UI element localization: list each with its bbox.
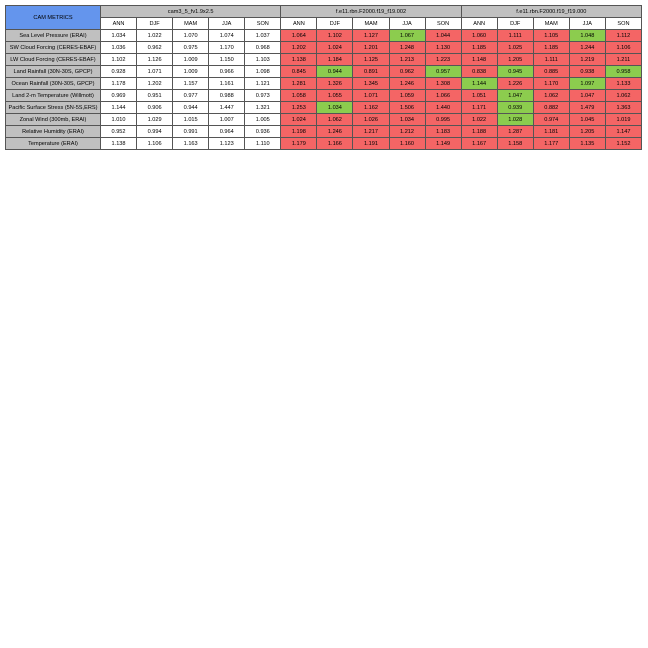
metric-value-cell: 1.184 <box>317 54 353 66</box>
metric-value-cell: 1.440 <box>425 102 461 114</box>
metric-value-cell: 0.945 <box>497 66 533 78</box>
metric-value-cell: 0.938 <box>569 66 605 78</box>
metric-value-cell: 1.479 <box>569 102 605 114</box>
metric-value-cell: 1.150 <box>209 54 245 66</box>
metric-value-cell: 1.005 <box>245 114 281 126</box>
metric-value-cell: 1.064 <box>281 30 317 42</box>
season-header-mam: MAM <box>533 18 569 30</box>
metric-value-cell: 0.944 <box>173 102 209 114</box>
metric-value-cell: 1.321 <box>245 102 281 114</box>
metric-value-cell: 0.952 <box>101 126 137 138</box>
metric-value-cell: 1.037 <box>245 30 281 42</box>
metric-value-cell: 1.010 <box>101 114 137 126</box>
metric-value-cell: 0.962 <box>137 42 173 54</box>
metric-value-cell: 0.969 <box>101 90 137 102</box>
season-header-row <box>6 18 642 30</box>
metric-value-cell: 1.022 <box>461 114 497 126</box>
case-header-1: cam3_5_fv1.9x2.5 <box>101 6 281 18</box>
season-header-ann: ANN <box>101 18 137 30</box>
metric-label: Ocean Rainfall (30N-30S, GPCP) <box>6 78 101 90</box>
metric-value-cell: 1.248 <box>389 42 425 54</box>
metric-value-cell: 1.048 <box>569 30 605 42</box>
metric-value-cell: 1.126 <box>137 54 173 66</box>
metric-value-cell: 0.995 <box>425 114 461 126</box>
metric-value-cell: 1.009 <box>173 54 209 66</box>
metric-value-cell: 1.178 <box>101 78 137 90</box>
metric-label: Pacific Surface Stress (5N-5S,ERS) <box>6 102 101 114</box>
metric-value-cell: 1.158 <box>497 138 533 150</box>
metric-value-cell: 1.060 <box>461 30 497 42</box>
metric-value-cell: 1.019 <box>605 114 641 126</box>
metric-value-cell: 1.098 <box>245 66 281 78</box>
metric-value-cell: 1.447 <box>209 102 245 114</box>
metric-label: SW Cloud Forcing (CERES-EBAF) <box>6 42 101 54</box>
table-row <box>6 78 642 90</box>
metric-value-cell: 1.024 <box>317 42 353 54</box>
case-header-row <box>6 6 642 18</box>
season-header-djf: DJF <box>497 18 533 30</box>
metric-value-cell: 1.062 <box>605 90 641 102</box>
metric-value-cell: 1.058 <box>281 90 317 102</box>
metric-value-cell: 1.127 <box>353 30 389 42</box>
metric-value-cell: 1.071 <box>353 90 389 102</box>
table-row <box>6 42 642 54</box>
metric-value-cell: 1.185 <box>533 42 569 54</box>
cam-metrics-table <box>5 5 642 150</box>
metric-value-cell: 1.066 <box>425 90 461 102</box>
season-header-ann: ANN <box>461 18 497 30</box>
metric-value-cell: 1.202 <box>281 42 317 54</box>
metric-value-cell: 0.975 <box>173 42 209 54</box>
metric-value-cell: 0.838 <box>461 66 497 78</box>
metric-value-cell: 0.958 <box>605 66 641 78</box>
table-header <box>6 6 642 30</box>
metric-label: Zonal Wind (300mb, ERAI) <box>6 114 101 126</box>
table-row <box>6 138 642 150</box>
metric-value-cell: 1.179 <box>281 138 317 150</box>
metric-value-cell: 1.205 <box>497 54 533 66</box>
table-body <box>6 30 642 150</box>
table-row <box>6 114 642 126</box>
metric-value-cell: 1.025 <box>497 42 533 54</box>
metric-value-cell: 1.105 <box>533 30 569 42</box>
metric-value-cell: 1.009 <box>173 66 209 78</box>
metric-value-cell: 0.974 <box>533 114 569 126</box>
metric-value-cell: 1.244 <box>569 42 605 54</box>
metric-label: Sea Level Pressure (ERAI) <box>6 30 101 42</box>
metric-value-cell: 1.062 <box>317 114 353 126</box>
metric-value-cell: 1.044 <box>425 30 461 42</box>
metric-value-cell: 1.071 <box>137 66 173 78</box>
metric-value-cell: 1.125 <box>353 54 389 66</box>
metric-value-cell: 1.185 <box>461 42 497 54</box>
metric-value-cell: 1.161 <box>209 78 245 90</box>
metric-label: Temperature (ERAI) <box>6 138 101 150</box>
metric-value-cell: 1.112 <box>605 30 641 42</box>
metric-value-cell: 0.928 <box>101 66 137 78</box>
table-row <box>6 126 642 138</box>
metric-value-cell: 1.070 <box>173 30 209 42</box>
metric-value-cell: 1.022 <box>137 30 173 42</box>
table-row <box>6 90 642 102</box>
metric-value-cell: 1.034 <box>101 30 137 42</box>
season-header-jja: JJA <box>209 18 245 30</box>
metric-value-cell: 1.211 <box>605 54 641 66</box>
metric-value-cell: 1.219 <box>569 54 605 66</box>
metric-value-cell: 0.906 <box>137 102 173 114</box>
metric-value-cell: 1.205 <box>569 126 605 138</box>
table-row <box>6 102 642 114</box>
metric-value-cell: 1.170 <box>533 78 569 90</box>
case-header-3: f.e11.rbn.F2000.f19_f19.000 <box>461 6 641 18</box>
metric-value-cell: 1.026 <box>353 114 389 126</box>
metric-value-cell: 1.226 <box>497 78 533 90</box>
metric-value-cell: 0.885 <box>533 66 569 78</box>
metric-value-cell: 1.102 <box>317 30 353 42</box>
season-header-mam: MAM <box>173 18 209 30</box>
metric-value-cell: 1.111 <box>533 54 569 66</box>
metric-value-cell: 1.188 <box>461 126 497 138</box>
metric-value-cell: 1.198 <box>281 126 317 138</box>
metric-value-cell: 1.148 <box>461 54 497 66</box>
season-header-djf: DJF <box>137 18 173 30</box>
metric-value-cell: 1.138 <box>101 138 137 150</box>
metric-value-cell: 0.957 <box>425 66 461 78</box>
metric-value-cell: 0.951 <box>137 90 173 102</box>
metric-value-cell: 1.223 <box>425 54 461 66</box>
metric-value-cell: 0.939 <box>497 102 533 114</box>
metric-value-cell: 0.944 <box>317 66 353 78</box>
metric-value-cell: 1.059 <box>389 90 425 102</box>
metric-value-cell: 1.160 <box>389 138 425 150</box>
metric-value-cell: 1.111 <box>497 30 533 42</box>
metric-value-cell: 1.055 <box>317 90 353 102</box>
metric-value-cell: 1.047 <box>497 90 533 102</box>
metric-value-cell: 1.130 <box>425 42 461 54</box>
metric-value-cell: 1.181 <box>533 126 569 138</box>
metric-value-cell: 1.015 <box>173 114 209 126</box>
metric-value-cell: 1.036 <box>101 42 137 54</box>
metric-value-cell: 1.123 <box>209 138 245 150</box>
metric-value-cell: 1.166 <box>317 138 353 150</box>
metric-value-cell: 1.162 <box>353 102 389 114</box>
metric-value-cell: 1.045 <box>569 114 605 126</box>
metric-value-cell: 1.024 <box>281 114 317 126</box>
metric-value-cell: 1.308 <box>425 78 461 90</box>
metric-value-cell: 1.202 <box>137 78 173 90</box>
season-header-mam: MAM <box>353 18 389 30</box>
metric-value-cell: 1.106 <box>605 42 641 54</box>
metric-value-cell: 1.067 <box>389 30 425 42</box>
metric-value-cell: 1.144 <box>461 78 497 90</box>
metric-value-cell: 1.281 <box>281 78 317 90</box>
metric-value-cell: 1.183 <box>425 126 461 138</box>
metric-value-cell: 0.891 <box>353 66 389 78</box>
metric-value-cell: 1.029 <box>137 114 173 126</box>
season-header-jja: JJA <box>569 18 605 30</box>
metric-value-cell: 1.167 <box>461 138 497 150</box>
metric-value-cell: 1.201 <box>353 42 389 54</box>
metric-value-cell: 1.213 <box>389 54 425 66</box>
metric-value-cell: 1.007 <box>209 114 245 126</box>
metric-value-cell: 1.191 <box>353 138 389 150</box>
metric-value-cell: 1.028 <box>497 114 533 126</box>
metric-value-cell: 1.121 <box>245 78 281 90</box>
metric-value-cell: 1.135 <box>569 138 605 150</box>
metric-label: Relative Humidity (ERAI) <box>6 126 101 138</box>
metric-value-cell: 1.047 <box>569 90 605 102</box>
metric-value-cell: 1.171 <box>461 102 497 114</box>
metric-value-cell: 0.991 <box>173 126 209 138</box>
metric-value-cell: 1.345 <box>353 78 389 90</box>
season-header-son: SON <box>605 18 641 30</box>
table-row <box>6 30 642 42</box>
metric-value-cell: 1.149 <box>425 138 461 150</box>
metric-value-cell: 1.246 <box>389 78 425 90</box>
page-title: CAM METRICS <box>6 6 101 30</box>
metric-value-cell: 1.097 <box>569 78 605 90</box>
metric-value-cell: 0.936 <box>245 126 281 138</box>
season-header-jja: JJA <box>389 18 425 30</box>
metric-label: Land Rainfall (30N-30S, GPCP) <box>6 66 101 78</box>
metric-label: LW Cloud Forcing (CERES-EBAF) <box>6 54 101 66</box>
metric-value-cell: 1.034 <box>317 102 353 114</box>
metric-value-cell: 1.326 <box>317 78 353 90</box>
metric-value-cell: 0.964 <box>209 126 245 138</box>
metric-value-cell: 1.152 <box>605 138 641 150</box>
metric-value-cell: 0.845 <box>281 66 317 78</box>
metric-value-cell: 0.968 <box>245 42 281 54</box>
metric-value-cell: 1.051 <box>461 90 497 102</box>
metric-label: Land 2-m Temperature (Willmott) <box>6 90 101 102</box>
metric-value-cell: 1.363 <box>605 102 641 114</box>
metric-value-cell: 1.144 <box>101 102 137 114</box>
metric-value-cell: 0.882 <box>533 102 569 114</box>
metric-value-cell: 1.074 <box>209 30 245 42</box>
metric-value-cell: 1.110 <box>245 138 281 150</box>
table-row <box>6 54 642 66</box>
metric-value-cell: 1.157 <box>173 78 209 90</box>
metric-value-cell: 1.170 <box>209 42 245 54</box>
metric-value-cell: 1.062 <box>533 90 569 102</box>
metric-value-cell: 1.177 <box>533 138 569 150</box>
metric-value-cell: 1.287 <box>497 126 533 138</box>
case-header-2: f.e11.rbn.F2000.f19_f19.002 <box>281 6 461 18</box>
metric-value-cell: 0.973 <box>245 90 281 102</box>
metric-value-cell: 0.994 <box>137 126 173 138</box>
metric-value-cell: 1.133 <box>605 78 641 90</box>
season-header-djf: DJF <box>317 18 353 30</box>
season-header-son: SON <box>425 18 461 30</box>
metric-value-cell: 0.977 <box>173 90 209 102</box>
metric-value-cell: 1.102 <box>101 54 137 66</box>
metric-value-cell: 1.506 <box>389 102 425 114</box>
metric-value-cell: 1.212 <box>389 126 425 138</box>
metric-value-cell: 1.106 <box>137 138 173 150</box>
season-header-ann: ANN <box>281 18 317 30</box>
metric-value-cell: 1.103 <box>245 54 281 66</box>
metric-value-cell: 1.138 <box>281 54 317 66</box>
metric-value-cell: 0.966 <box>209 66 245 78</box>
metric-value-cell: 1.246 <box>317 126 353 138</box>
metric-value-cell: 1.034 <box>389 114 425 126</box>
metric-value-cell: 1.163 <box>173 138 209 150</box>
metric-value-cell: 1.253 <box>281 102 317 114</box>
metric-value-cell: 0.988 <box>209 90 245 102</box>
metric-value-cell: 0.962 <box>389 66 425 78</box>
metric-value-cell: 1.147 <box>605 126 641 138</box>
season-header-son: SON <box>245 18 281 30</box>
table-row <box>6 66 642 78</box>
metric-value-cell: 1.217 <box>353 126 389 138</box>
